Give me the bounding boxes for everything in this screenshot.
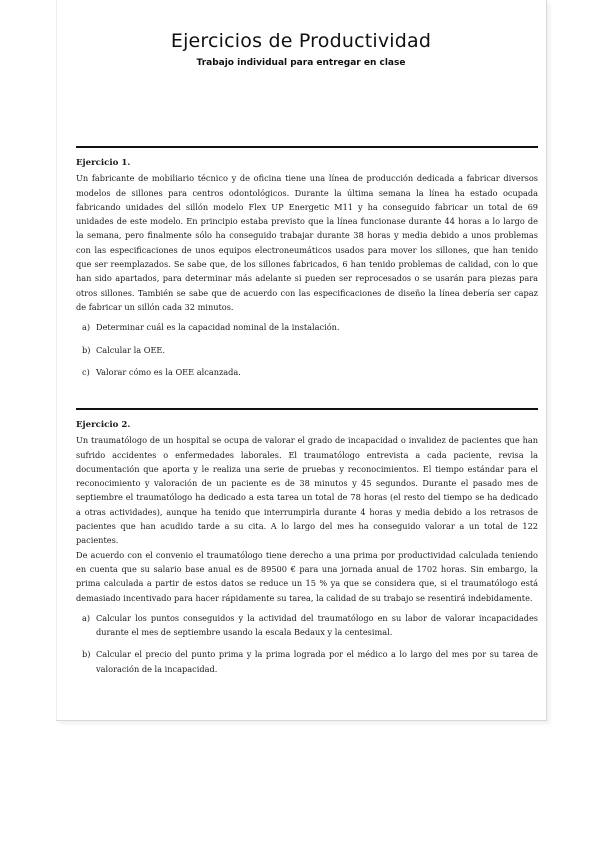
- document-title: Ejercicios de Productividad: [170, 30, 432, 52]
- question-label: a): [82, 612, 91, 623]
- question-label: b): [82, 344, 91, 355]
- question-label: c): [82, 366, 90, 377]
- question-item: [82, 647, 538, 676]
- exercise-2: [76, 418, 538, 684]
- question-list: [76, 611, 538, 676]
- exercise-paragraph: Un fabricante de mobiliario técnico y de oficina tiene una línea de producción dedicada a fabricar diversos modelos de sillones para centros odontológicos. Durante la última semana la línea ha estado ocupada fabricando unidades del sillón modelo Flex UP Energetic M11 y ha conseguido fabricar un total de 69 unidades de este modelo. En principio estaba previsto que la línea funcionase durante 44 horas a lo largo de la semana, pero finalmente sólo ha conseguido trabajar durante 38 horas y media debido a unos problemas con las especificaciones de unos equipos electroneumáticos usados para mover los sillones, que han tenido que ser reemplazados. Se sabe que, de los sillones fabricados, 6 han tenido problemas de calidad, con lo que han sido apartados, para determinar más adelante si pueden ser reprocesados o se usarán para piezas para otros sillones. También se sabe que de acuerdo con las especificaciones de diseño la línea debería ser capaz de fabricar un sillón cada 32 minutos.: [76, 173, 538, 312]
- question-text: Determinar cuál es la capacidad nominal de la instalación.: [96, 322, 340, 333]
- question-item: [82, 611, 538, 640]
- question-list: [76, 320, 538, 379]
- question-label: a): [82, 322, 91, 333]
- question-label: b): [82, 649, 91, 660]
- question-text: Calcular los puntos conseguidos y la actividad del traumatólogo en su labor de valorar incapacidades durante el mes de septiembre usando la escala Bedaux y la centesimal.: [96, 612, 538, 638]
- exercise-heading: Ejercicio 2.: [76, 420, 131, 430]
- question-text: Valorar cómo es la OEE alcanzada.: [96, 366, 241, 377]
- question-text: Calcular el precio del punto prima y la prima lograda por el médico a lo largo del mes por su tarea de valoración de la incapacidad.: [96, 649, 538, 674]
- exercise-1: [76, 156, 538, 387]
- question-text: Calcular la OEE.: [96, 344, 166, 355]
- question-item: [82, 365, 538, 379]
- exercise-paragraph: Un traumatólogo de un hospital se ocupa de valorar el grado de incapacidad o invalidez de pacientes que han sufrido accidentes o enfermedades laborales. El traumatólogo entrevista a cada paciente, revisa la documentación que aporta y le realiza una serie de pruebas y reconocimientos. El tiempo estándar para el reconocimiento y valoración de un paciente es de 38 minutos y 45 segundos. Durante el pasado mes de septiembre el traumatólogo ha dedicado a esta tarea un total de 78 horas (el resto del tiempo se ha dedicado a otras actividades), aunque ha tenido que interrumpirla durante 4 horas y media debido a los retrasos de pacientes que han acudido tarde a su cita. A lo largo del mes ha conseguido valorar a un total de 122 pacientes.: [76, 435, 538, 546]
- section-divider: [76, 146, 538, 148]
- exercise-paragraph: De acuerdo con el convenio el traumatólogo tiene derecho a una prima por productividad calculada teniendo en cuenta que su salario base anual es de 89500 € para una jornada anual de 1702 horas. Sin embargo, la prima calculada a partir de estos datos se reduce un 15 % ya que se considera que, si el traumatólogo está demasiado incentivado para hacer rápidamente su tarea, la calidad de su trabajo se resentirá indebidamente.: [76, 549, 538, 603]
- section-divider: [76, 408, 538, 410]
- question-item: [82, 343, 538, 357]
- exercise-heading: Ejercicio 1.: [76, 158, 131, 168]
- page-edge: [56, 0, 57, 720]
- question-item: [82, 320, 538, 334]
- document-subtitle: Trabajo individual para entregar en clase: [196, 58, 406, 68]
